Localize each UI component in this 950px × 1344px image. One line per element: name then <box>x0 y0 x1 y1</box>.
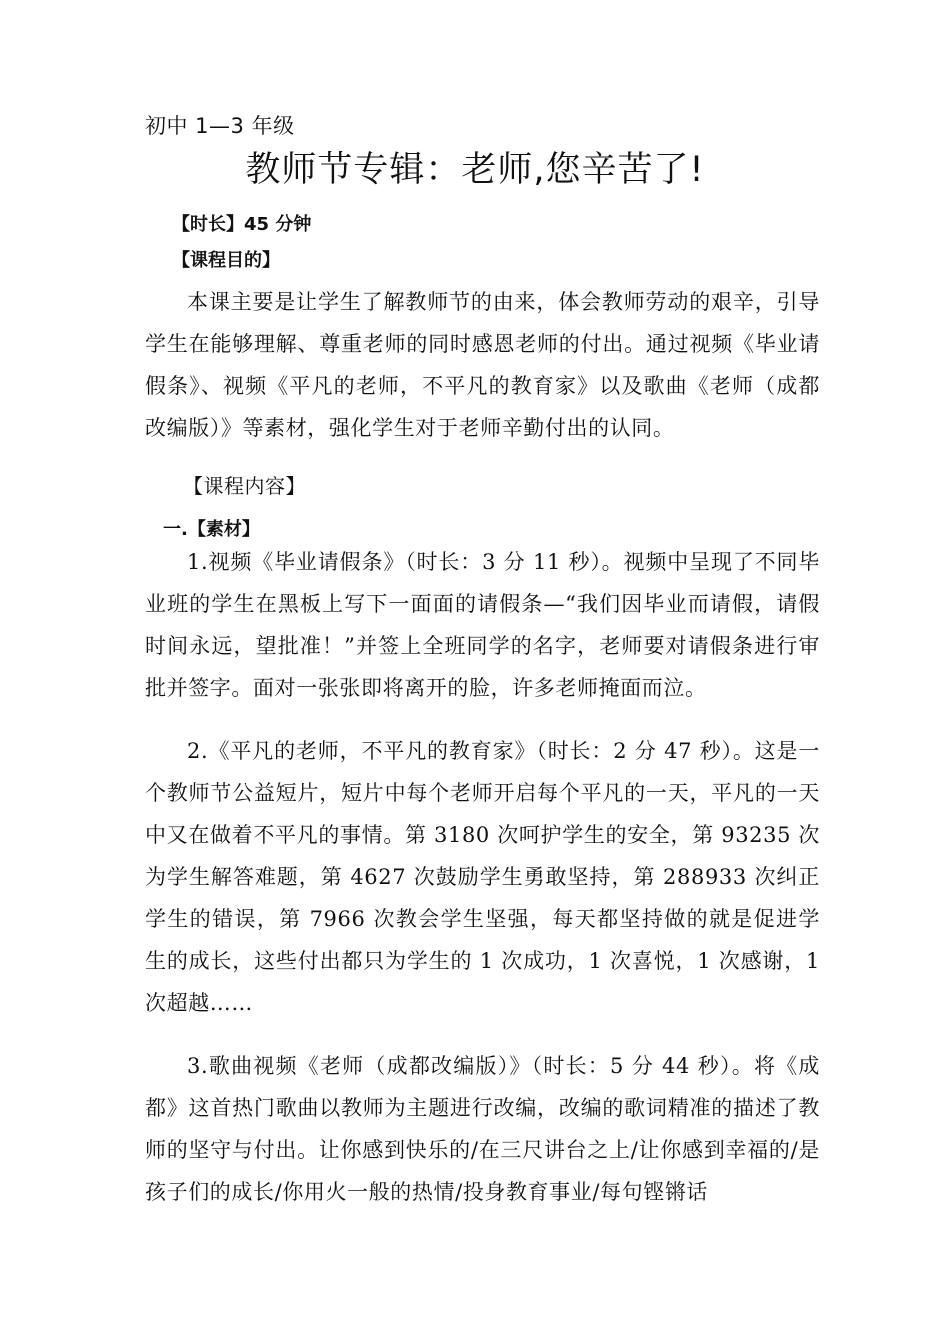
material-item-3: 3.歌曲视频《老师（成都改编版）》（时长：5 分 44 秒）。将《成都》这首热门歌曲以教师为主题进行改编，改编的歌词精准的描述了教师的坚守与付出。让你感到快乐的/在三尺讲台之上/让你感到幸福的/是孩子们的成长/你用火一般的热情/投身教育事业/每句铿锵话 <box>145 1054 820 1204</box>
duration-label: 【时长】45 分钟 <box>172 214 312 235</box>
purpose-paragraph: 本课主要是让学生了解教师节的由来，体会教师劳动的艰辛，引导学生在能够理解、尊重老师的同时感恩老师的付出。通过视频《毕业请假条》、视频《平凡的老师，不平凡的教育家》以及歌曲《老师（成都改编版）》等素材，强化学生对于老师辛勤付出的认同。 <box>145 290 820 440</box>
material-item-1: 1.视频《毕业请假条》（时长：3 分 11 秒）。视频中呈现了不同毕业班的学生在黑板上写下一面面的请假条—“我们因毕业而请假，请假时间永远，望批准！”并签上全班同学的名字，老师要对请假条进行审批并签字。面对一张张即将离开的脸，许多老师掩面而泣。 <box>145 550 820 700</box>
section-heading: 一.【素材】 <box>163 519 260 540</box>
document-title: 教师节专辑：老师,您辛苦了! <box>245 150 705 190</box>
content-heading: 【课程内容】 <box>183 474 306 498</box>
grade-label: 初中 1—3 年级 <box>145 114 295 138</box>
purpose-heading: 【课程目的】 <box>172 250 280 271</box>
material-item-2: 2.《平凡的老师，不平凡的教育家》（时长：2 分 47 秒）。这是一个教师节公益短片，短片中每个老师开启每个平凡的一天，平凡的一天中又在做着不平凡的事情。第 3180 次呵护学生的安全，第 93235 次为学生解答难题，第 4627 次鼓励学生勇敢坚持，第 288933 次纠正学生的错误，第 7966 次教会学生坚强，每天都坚持做的就是促进学生的成长，这些付出都只为学生的 1 次成功，1 次喜悦，1 次感谢，1 次超越…… <box>145 739 820 1015</box>
